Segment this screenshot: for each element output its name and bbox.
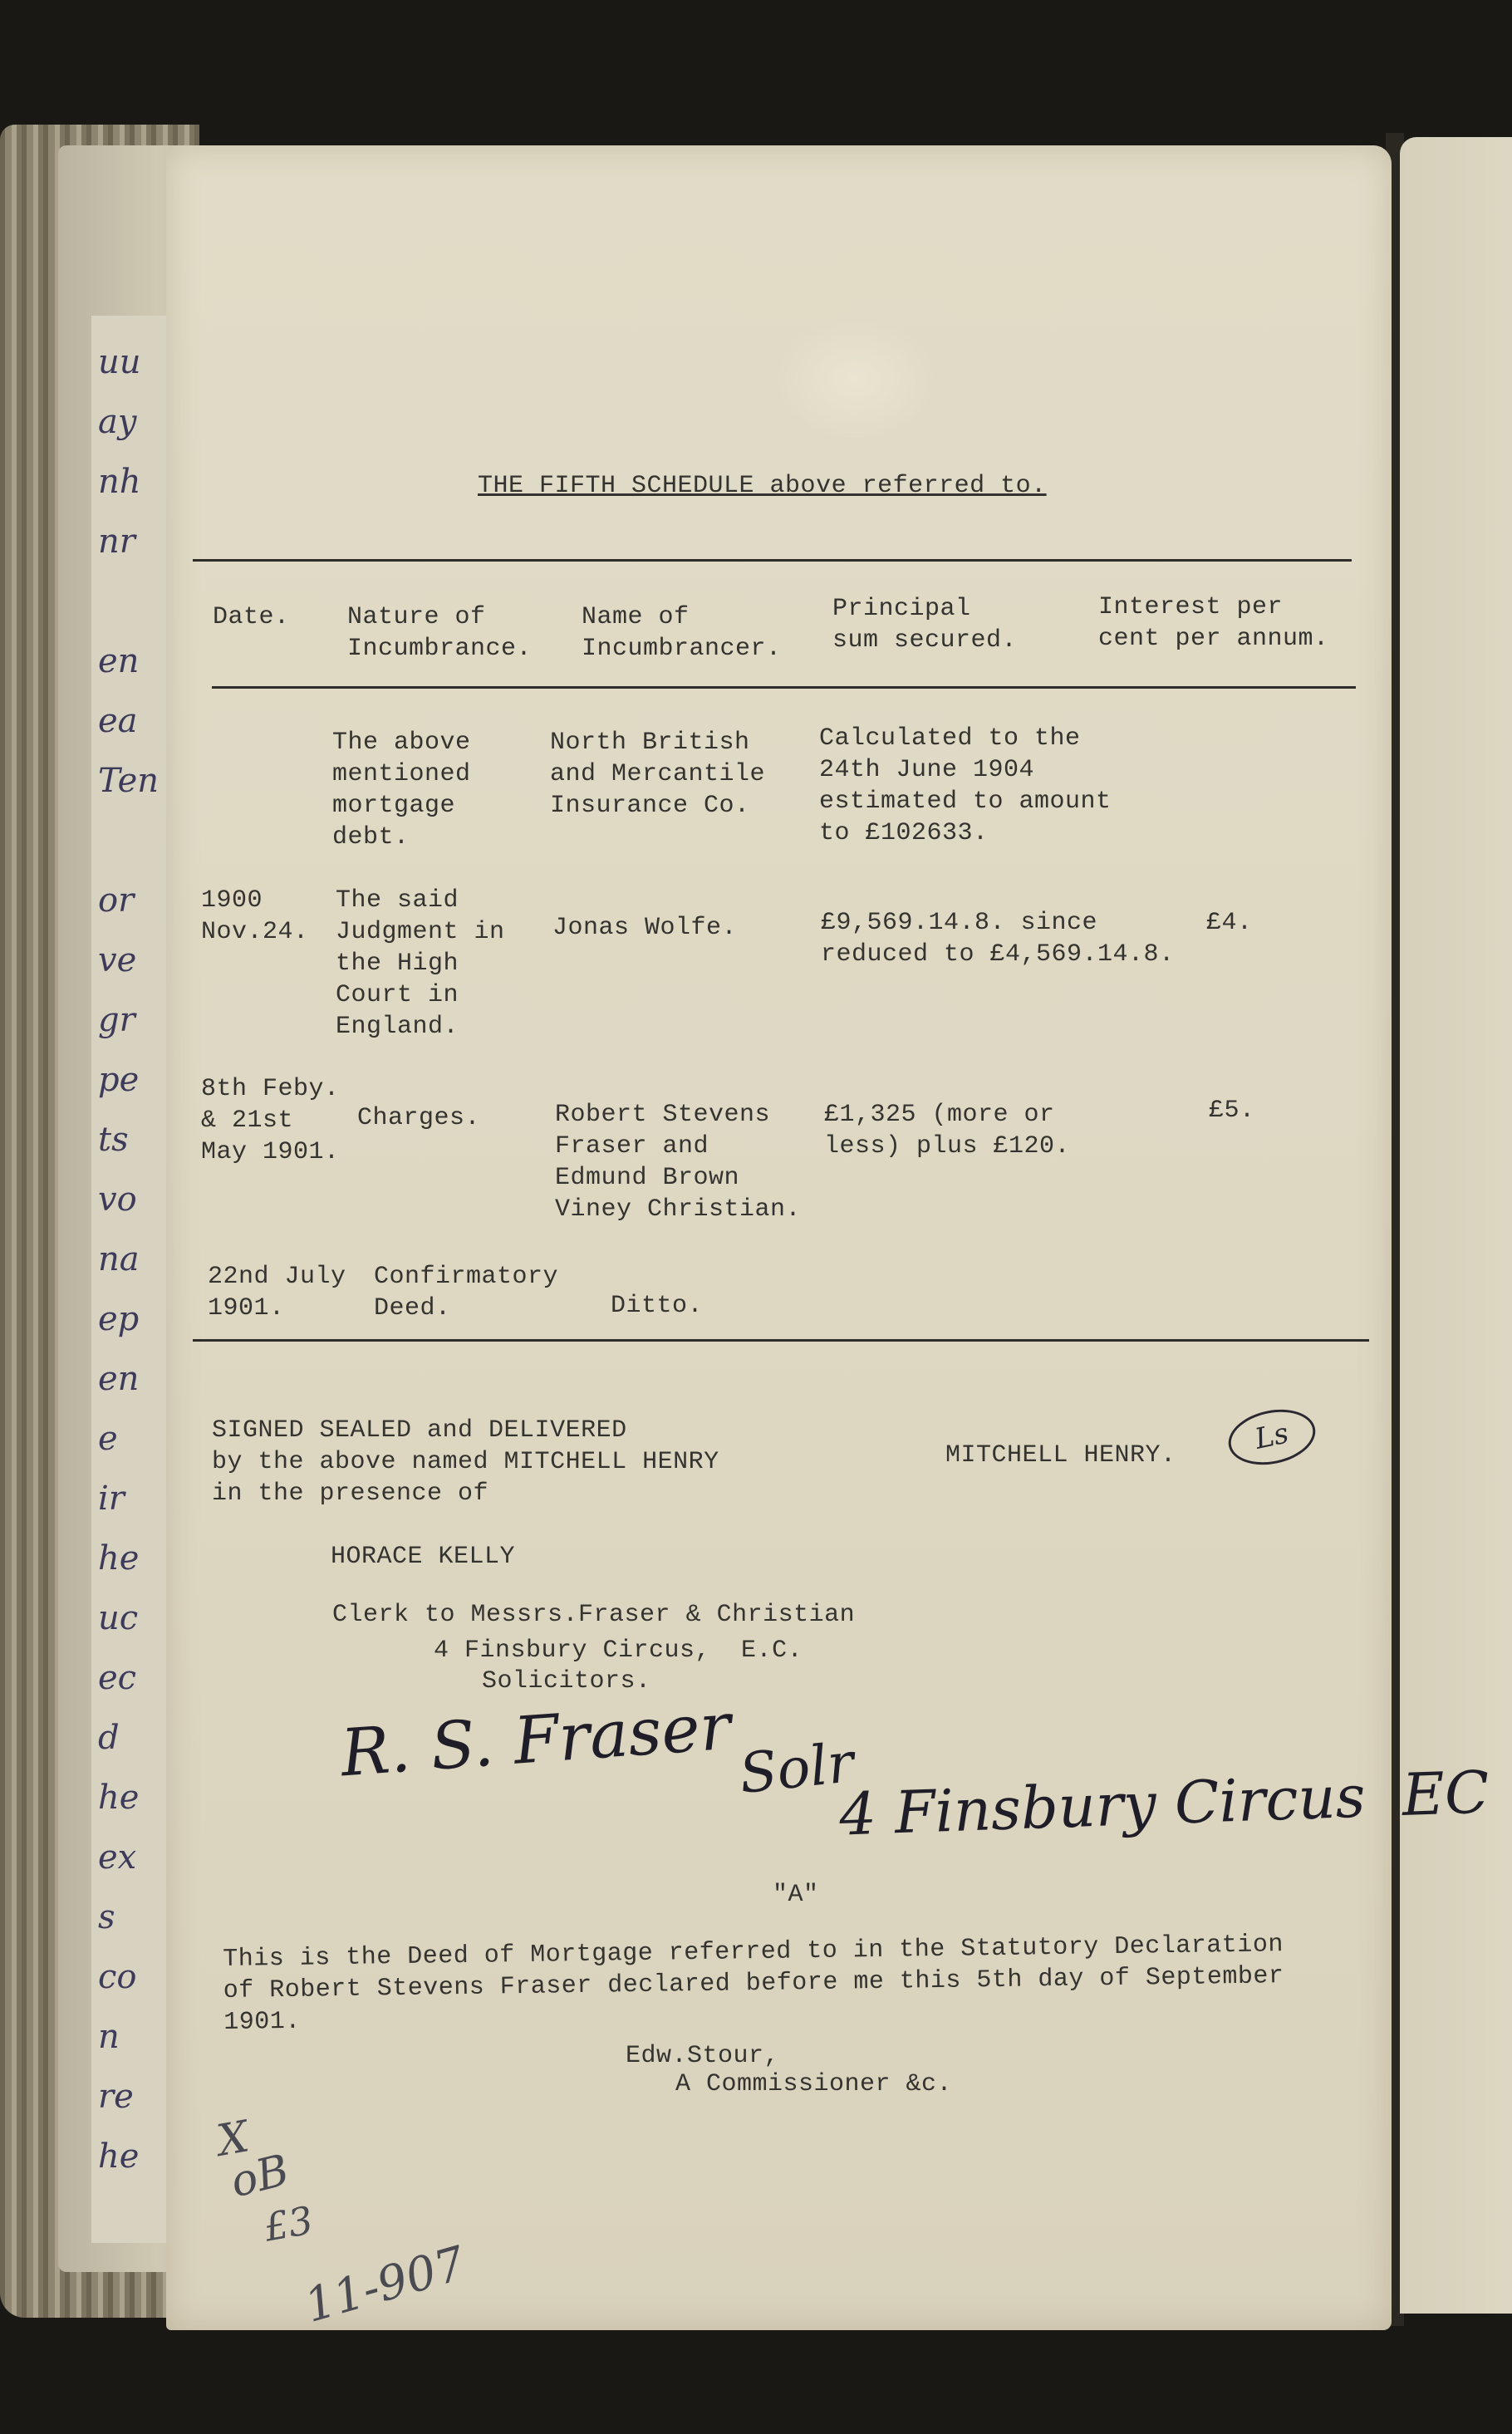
header-name: Name of Incumbrancer. (582, 603, 782, 663)
commissioner-title: A Commissioner &c. (675, 2070, 953, 2098)
row1-name: North British and Mercantile Insurance Co. (550, 729, 766, 820)
header-nature: Nature of Incumbrance. (347, 603, 533, 663)
pencil-mark-a: X (214, 2112, 253, 2167)
witness-name: HORACE KELLY (331, 1543, 516, 1571)
row4-nature: Confirmatory Deed. (374, 1263, 559, 1323)
embossed-seal (777, 320, 935, 440)
partial-handwriting: uu ay nh nr en ea Ten or ve gr pe ts vo na ep en e ir he uc ec d he ex s co n re he (98, 343, 160, 2176)
row2-principal: £9,569.14.8. since reduced to £4,569.14.8. (821, 909, 1175, 969)
handwritten-solicitor: Solr (736, 1730, 857, 1806)
commissioner-name: Edw.Stour, (626, 2042, 780, 2070)
attestation-clause: SIGNED SEALED and DELIVERED by the above named MITCHELL HENRY in the presence of (212, 1416, 719, 1508)
signatory-name: MITCHELL HENRY. (945, 1441, 1176, 1470)
header-date: Date. (213, 603, 290, 631)
row4-date: 22nd July 1901. (208, 1263, 346, 1323)
row3-date: 8th Feby. & 21st May 1901. (201, 1075, 340, 1166)
row2-name: Jonas Wolfe. (552, 914, 738, 942)
row4-name: Ditto. (611, 1292, 704, 1320)
witness-title: Solicitors. (482, 1667, 651, 1695)
pencil-mark-d: 11-907 (298, 2236, 472, 2333)
declaration-text: This is the Deed of Mortgage referred to in the Statutory Declaration of Robert Stevens Fraser declared before me this 5th day of September 1901. (223, 1931, 1284, 2037)
table-top-rule (193, 559, 1352, 562)
row1-nature: The above mentioned mortgage debt. (332, 729, 471, 851)
handwritten-address: 4 Finsbury Circus EC (837, 1758, 1490, 1849)
row3-name: Robert Stevens Fraser and Edmund Brown Viney Christian. (555, 1101, 802, 1224)
pencil-mark-c: £3 (260, 2197, 317, 2250)
witness-role: Clerk to Messrs.Fraser & Christian (332, 1601, 856, 1629)
table-bottom-rule (193, 1339, 1369, 1342)
exhibit-mark: "A" (773, 1881, 819, 1909)
row2-date: 1900 Nov.24. (201, 886, 309, 946)
row1-principal: Calculated to the 24th June 1904 estimated to amount to £102633. (819, 724, 1112, 847)
row2-interest: £4. (1206, 909, 1253, 937)
header-principal: Principal sum secured. (832, 595, 1018, 655)
pencil-mark-b: oB (225, 2145, 294, 2208)
witness-address: 4 Finsbury Circus, E.C. (434, 1637, 803, 1665)
seal-initials: Ls (1224, 1402, 1321, 1473)
row3-nature: Charges. (357, 1104, 481, 1132)
row3-principal: £1,325 (more or less) plus £120. (824, 1101, 1071, 1161)
handwritten-signature: R. S. Fraser (338, 1689, 734, 1792)
row2-nature: The said Judgment in the High Court in England. (336, 886, 505, 1041)
facing-page (1400, 137, 1512, 2314)
schedule-title: THE FIFTH SCHEDULE above referred to. (478, 472, 1047, 500)
header-interest: Interest per cent per annum. (1098, 593, 1329, 653)
row3-interest: £5. (1209, 1097, 1255, 1125)
table-header-rule (212, 686, 1356, 689)
